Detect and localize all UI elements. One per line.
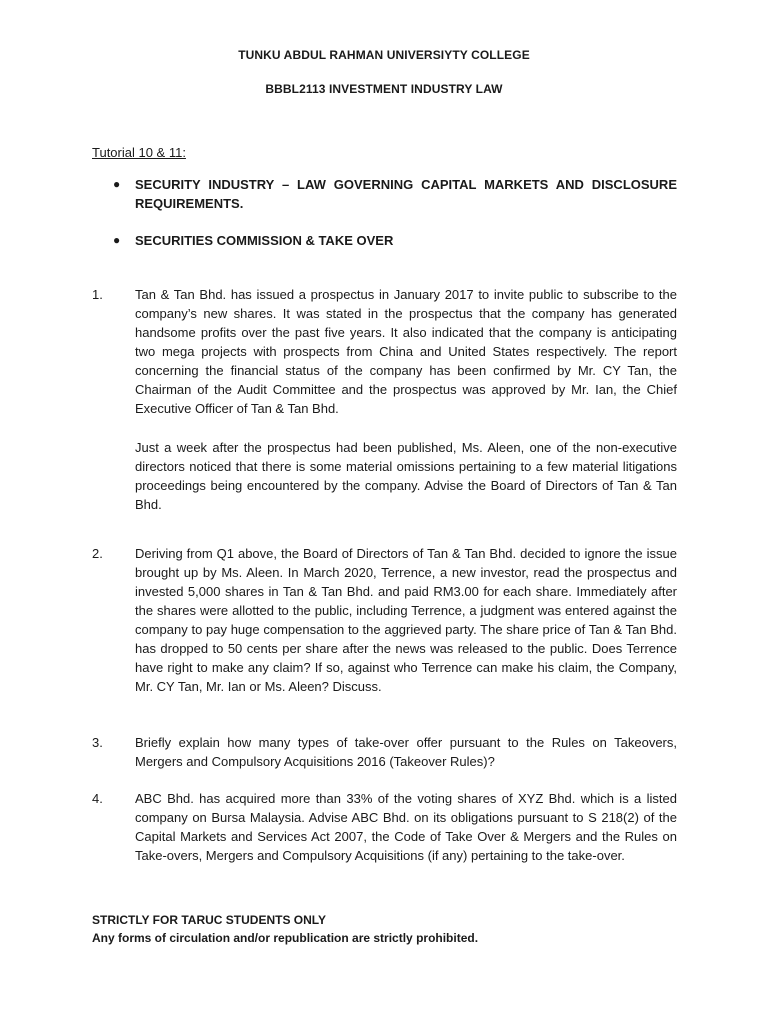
question-1 xyxy=(92,285,677,514)
tutorial-title: Tutorial 10 & 11: xyxy=(92,145,186,160)
footer-line-2: Any forms of circulation and/or republication are strictly prohibited. xyxy=(92,931,479,945)
question-3 xyxy=(92,733,677,771)
course-heading: BBBL2113 INVESTMENT INDUSTRY LAW xyxy=(265,82,503,96)
question-number: 1. xyxy=(92,287,103,302)
question-paragraph: Just a week after the prospectus had been published, Ms. Aleen, one of the non-executive directors noticed that there is some material omissions pertaining to a few material litigations proceedings being encountered by the company. Advise the Board of Directors of Tan & Tan Bhd. xyxy=(135,440,677,512)
question-paragraph: Deriving from Q1 above, the Board of Directors of Tan & Tan Bhd. decided to ignore the issue brought up by Ms. Aleen. In March 2020, Terrence, a new investor, read the prospectus and invested 5,000 shares in Tan & Tan Bhd. and paid RM3.00 for each share. Immediately after the shares were allotted to the public, including Terrence, a judgment was entered against the company to pay huge compensation to the aggrieved party. The share price of Tan & Tan Bhd. has dropped to 50 cents per share after the news was released to the public. Does Terrence have right to make any claim? If so, against who Terrence can make his claim, the Company, Mr. CY Tan, Mr. Ian or Ms. Aleen? Discuss. xyxy=(135,546,677,694)
topic-text: SECURITIES COMMISSION & TAKE OVER xyxy=(135,233,394,248)
topic-text: SECURITY INDUSTRY – LAW GOVERNING CAPITAL MARKETS AND DISCLOSURE REQUIREMENTS. xyxy=(135,177,677,211)
footer-line-1: STRICTLY FOR TARUC STUDENTS ONLY xyxy=(92,913,327,927)
footer-notice xyxy=(92,911,692,947)
question-4 xyxy=(92,789,677,865)
topic-item xyxy=(92,231,677,250)
bullet-icon: ● xyxy=(113,233,121,247)
question-number: 2. xyxy=(92,546,103,561)
question-paragraph: Tan & Tan Bhd. has issued a prospectus in January 2017 to invite public to subscribe to the company’s new shares. It was stated in the prospectus that the company has generated handsome profits over the past five years. It also indicated that the company is anticipating two mega projects with prospects from China and United States respectively. The report concerning the financial status of the company has been confirmed by Mr. CY Tan, the Chairman of the Audit Committee and the prospectus was approved by Mr. Ian, the Chief Executive Officer of Tan & Tan Bhd. xyxy=(135,287,677,416)
bullet-icon: ● xyxy=(113,177,121,191)
question-2 xyxy=(92,544,677,696)
institution-heading: TUNKU ABDUL RAHMAN UNIVERSIYTY COLLEGE xyxy=(238,48,530,62)
question-paragraph: ABC Bhd. has acquired more than 33% of the voting shares of XYZ Bhd. which is a listed company on Bursa Malaysia. Advise ABC Bhd. on its obligations pursuant to S 218(2) of the Capital Markets and Services Act 2007, the Code of Take Over & Mergers and the Rules on Take-overs, Mergers and Compulsory Acquisitions (if any) pertaining to the take-over. xyxy=(135,791,677,863)
question-number: 4. xyxy=(92,791,103,806)
question-body xyxy=(135,733,677,771)
question-body xyxy=(135,285,677,514)
topic-item xyxy=(92,175,677,213)
topic-list xyxy=(92,175,677,250)
question-paragraph: Briefly explain how many types of take-over offer pursuant to the Rules on Takeovers, Mergers and Compulsory Acquisitions 2016 (Takeover Rules)? xyxy=(135,735,677,769)
question-number: 3. xyxy=(92,735,103,750)
question-body xyxy=(135,789,677,865)
question-body xyxy=(135,544,677,696)
